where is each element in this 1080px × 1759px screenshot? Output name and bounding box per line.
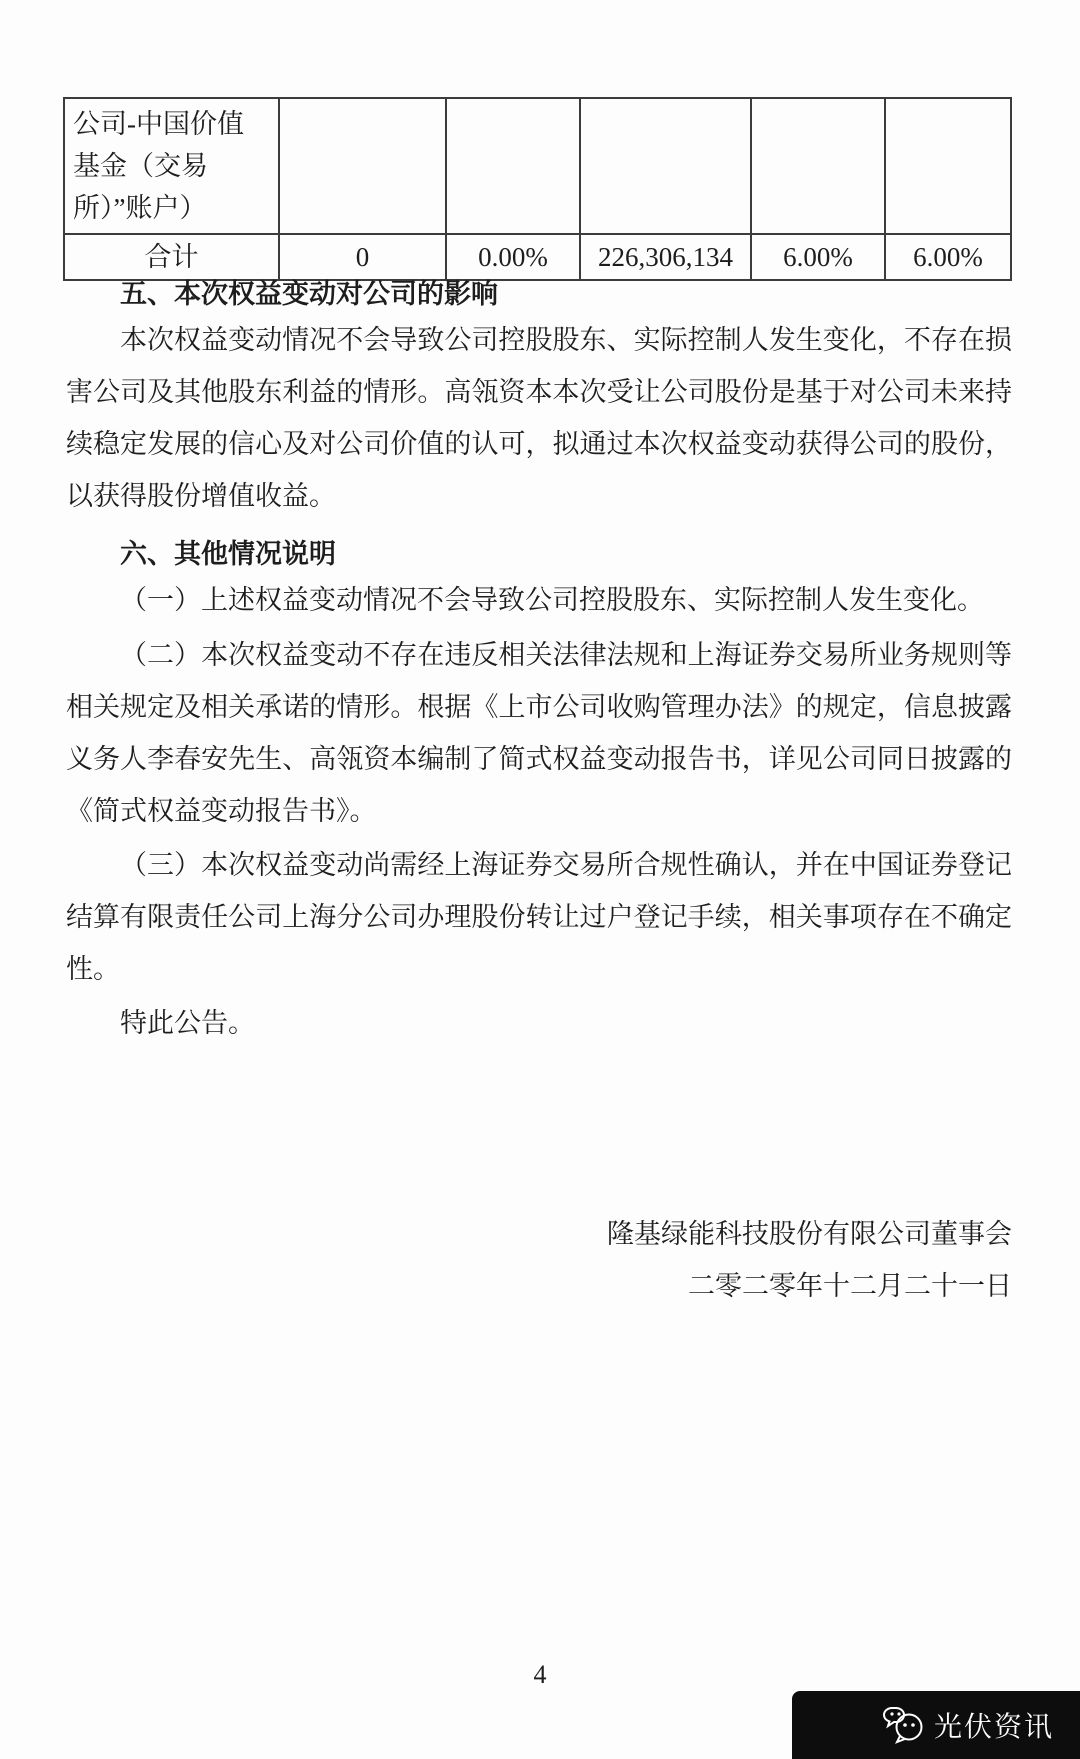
section-five-heading: 五、本次权益变动对公司的影响 (120, 279, 498, 309)
signature-company: 隆基绿能科技股份有限公司董事会 (607, 1219, 1012, 1249)
table-cell-empty (279, 98, 446, 234)
shareholding-table (63, 97, 1012, 281)
section-six-heading: 六、其他情况说明 (120, 539, 336, 569)
page-number: 4 (533, 1660, 547, 1689)
table-cell-pct-after-2: 6.00% (885, 234, 1011, 280)
table-cell-empty (885, 98, 1011, 234)
chat-bubbles-logo-icon (880, 1705, 926, 1745)
section-six-item-2: （二）本次权益变动不存在违反相关法律法规和上海证券交易所业务规则等相关规定及相关承诺的情形。根据《上市公司收购管理办法》的规定，信息披露义务人李春安先生、高瓴资本编制了简式权益变动报告书，详见公司同日披露的《简式权益变动报告书》。 (66, 640, 1012, 826)
table-cell-shares-before: 0 (279, 234, 446, 280)
signature-date: 二零二零年十二月二十一日 (688, 1271, 1012, 1301)
table-cell-empty (580, 98, 751, 234)
table-cell-total-label: 合计 (64, 234, 279, 280)
section-six-item-1: （一）上述权益变动情况不会导致公司控股股东、实际控制人发生变化。 (120, 585, 984, 615)
watermark-text: 光伏资讯 (934, 1711, 1055, 1742)
watermark-bar (792, 1691, 1080, 1759)
table-cell-pct-before: 0.00% (446, 234, 580, 280)
section-six-item-3: （三）本次权益变动尚需经上海证券交易所合规性确认，并在中国证券登记结算有限责任公司上海分公司办理股份转让过户登记手续，相关事项存在不确定性。 (66, 850, 1012, 984)
table-cell-account-name: 公司-中国价值基金（交易所）”账户） (64, 98, 279, 234)
table-cell-pct-after-1: 6.00% (751, 234, 885, 280)
table-row-account (64, 98, 1011, 234)
table-cell-empty (446, 98, 580, 234)
table-cell-empty (751, 98, 885, 234)
section-five-paragraph: 本次权益变动情况不会导致公司控股股东、实际控制人发生变化，不存在损害公司及其他股东利益的情形。高瓴资本本次受让公司股份是基于对公司未来持续稳定发展的信心及对公司价值的认可，拟通过本次权益变动获得公司的股份，以获得股份增值收益。 (66, 325, 1012, 511)
table-cell-shares-after: 226,306,134 (580, 234, 751, 280)
closing-statement: 特此公告。 (120, 1008, 255, 1038)
